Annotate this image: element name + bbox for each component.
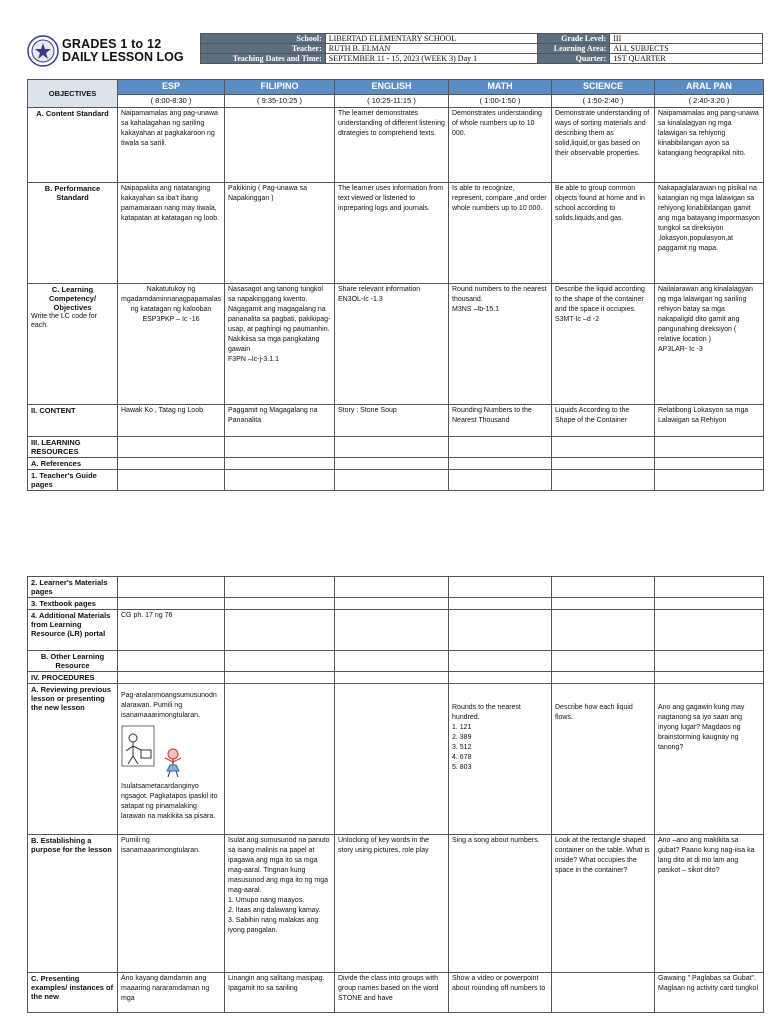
cell-text: Demonstrates understanding of whole numbers up to 10 000. [452, 110, 542, 137]
table-cell [552, 973, 655, 1013]
cell-text: CG ph. 17 ng 76 [121, 612, 173, 619]
table-cell [118, 610, 225, 651]
table-cell [225, 470, 335, 491]
table-cell [552, 598, 655, 610]
table-cell [655, 973, 764, 1013]
cell-text: Pag-aralanmoangsumusunodn alarawan. Pumili ng isanamaaarimongtularan. [121, 692, 217, 719]
table-cell [225, 183, 335, 284]
subject-header-science: SCIENCE [552, 80, 655, 95]
area-value: ALL SUBJECTS [610, 44, 763, 54]
cell-text: The learner demonstrates understanding of different listening dtrategies to comprehend texts. [338, 110, 445, 137]
cell-text: Relatibong Lokasyon sa mga Lalawigan sa Rehiyon [658, 407, 749, 424]
title-line1: GRADES 1 to 12 [62, 37, 162, 51]
cell-text: Look at the rectangle shaped container on the table. What is inside? What occupies the space in the container? [555, 837, 650, 874]
table-cell [335, 458, 449, 470]
title-line2: DAILY LESSON LOG [62, 50, 184, 64]
table-cell [118, 437, 225, 458]
cell-text: Naipapakita ang natatanging kakayahan sa iba't ibang pamamaraan nang may tiwala, katapatan at katatagan ng loob. [121, 185, 220, 222]
table-row [28, 835, 764, 973]
area-label: Learning Area: [538, 44, 610, 54]
table-cell [655, 598, 764, 610]
cell-text: Pakikinig ( Pag-unawa sa Napakinggan ) [228, 185, 307, 202]
table-cell [449, 651, 552, 672]
table-cell [118, 405, 225, 437]
table-cell [655, 108, 764, 183]
table-cell [335, 684, 449, 835]
cell-text: Describe the liquid according to the shape of the container and the space it occupies. S3MT-Ic –d -2 [555, 286, 645, 323]
time-slot: ( 8:00-8:30 ) [118, 95, 225, 108]
table-cell [552, 610, 655, 651]
table-cell [225, 405, 335, 437]
table-cell [225, 835, 335, 973]
table-row [28, 405, 764, 437]
table-row [28, 470, 764, 491]
school-label: School: [201, 34, 326, 44]
row-label [28, 284, 118, 405]
table-cell [449, 598, 552, 610]
row-label-text: B. Other Learning Resource [40, 652, 105, 670]
table-cell [118, 458, 225, 470]
table-cell [552, 835, 655, 973]
table-cell [655, 835, 764, 973]
quarter-label: Quarter: [538, 54, 610, 64]
table-cell [118, 973, 225, 1013]
table-cell [449, 405, 552, 437]
table-cell [449, 684, 552, 835]
deped-seal-icon [27, 35, 59, 67]
table-cell [335, 108, 449, 183]
table-cell [552, 470, 655, 491]
table-cell [225, 672, 335, 684]
row-label [28, 672, 118, 684]
dates-label: Teaching Dates and Time: [201, 54, 326, 64]
table-row [28, 108, 764, 183]
table-cell [449, 610, 552, 651]
table-cell [335, 598, 449, 610]
table-cell [655, 183, 764, 284]
row-label-text: III. LEARNING RESOURCES [31, 438, 81, 456]
quarter-value: 1ST QUARTER [610, 54, 763, 64]
page-title [62, 38, 202, 64]
row-label-text: 2. Learner's Materials pages [31, 578, 108, 596]
table-cell [118, 183, 225, 284]
cell-text: Ano –ano ang makikita sa gubat? Paano kung nag-iisa ka lang dito at di mo lam ang pasikot – sikot dito? [658, 837, 755, 874]
table-cell [118, 672, 225, 684]
table-cell [225, 577, 335, 598]
table-cell [335, 651, 449, 672]
row-label-text: C. Presenting examples/ instances of the new [31, 974, 114, 1001]
row-label [28, 108, 118, 183]
time-slot: ( 2:40-3:20 ) [655, 95, 764, 108]
cell-text: The learner uses information from text viewed or listened to inpreparing logs and journals. [338, 185, 444, 212]
time-slot: ( 1:50-2:40 ) [552, 95, 655, 108]
table-row [28, 973, 764, 1013]
row-label-text: 3. Textbook pages [31, 599, 96, 608]
table-row [28, 684, 764, 835]
table-row [28, 598, 764, 610]
row-label [28, 684, 118, 835]
table-cell [655, 470, 764, 491]
table-row [28, 183, 764, 284]
teacher-label: Teacher: [201, 44, 326, 54]
table-cell [552, 672, 655, 684]
table-cell [335, 470, 449, 491]
row-label [28, 651, 118, 672]
table-cell [552, 651, 655, 672]
dates-value: SEPTEMBER 11 - 15, 2023 (WEEK 3) Day 1 [325, 54, 538, 64]
table-cell [552, 577, 655, 598]
row-label-text: A. References [31, 459, 82, 468]
row-sublabel: Write the LC code for each. [31, 313, 98, 329]
cell-text: Liquids According to the Shape of the Container [555, 407, 630, 424]
school-value: LIBERTAD ELEMENTARY SCHOOL [325, 34, 538, 44]
row-label [28, 598, 118, 610]
subject-header-math: MATH [449, 80, 552, 95]
table-row [28, 284, 764, 405]
table-cell [118, 835, 225, 973]
time-row [28, 95, 764, 108]
table-cell [449, 284, 552, 405]
table-cell [655, 684, 764, 835]
teacher-value: RUTH B. ELMAN [325, 44, 538, 54]
cell-text: Naipamamalas ang pag-unawa sa kahalagahan ng sariling kakayahan at pagkakaroon ng tiwala sa sarili. [121, 110, 218, 147]
table-row [28, 437, 764, 458]
table-cell [449, 672, 552, 684]
table-cell [449, 577, 552, 598]
cell-text: Nakatutukoy ng mgadamdaminnanagpapamalas ng katatagan ng kalooban ESP3PKP – Ic -16 [121, 286, 222, 323]
table-cell [655, 672, 764, 684]
table-row [28, 610, 764, 651]
row-label-text: C. Learning Competency/ Objectives [48, 285, 97, 312]
table-cell [552, 684, 655, 835]
row-label [28, 610, 118, 651]
table-cell [225, 108, 335, 183]
table-cell [552, 183, 655, 284]
table-cell [449, 835, 552, 973]
table-cell [449, 108, 552, 183]
cell-text: Ano ang gagawin kung may nagtanong sa iyo saan ang inyong lugar? Magdaos ng brainstorming kaugnay ng tanong? [658, 704, 745, 751]
table-cell [655, 405, 764, 437]
cell-text: Round numbers to the nearest thousand. M3NS –Ib-15.1 [452, 286, 547, 313]
cell-text: Nakapaglalarawan ng pisikal na katangian ng mga lalawigan sa rehiyong kinabibilangan gamit ang mga batayang impormasyon tungkol sa direksiyon ,lokasyon,populasyon,at paggamit ng mapa. [658, 185, 760, 252]
table-cell [655, 284, 764, 405]
cell-text: Nasasagot ang tanong tungkol sa napakinggang kwento. Nagagamit ang magagalang na pananalita sa pagbati, pakikipag-usap, at paghingi ng paumanhin. Nakikiisa sa mga pangkatang gawain F3PN –Ic-j-3.1.1 [228, 286, 331, 363]
table-cell [225, 684, 335, 835]
row-label [28, 577, 118, 598]
illustration-children-icon [121, 724, 191, 779]
table-cell [552, 437, 655, 458]
table-cell [335, 405, 449, 437]
cell-text: Linangin ang salitang masipag. Ipagamit ito sa sariling [228, 975, 325, 992]
table-cell [552, 284, 655, 405]
table-cell [335, 610, 449, 651]
row-label-text: A. Content Standard [36, 109, 109, 118]
table-cell [335, 284, 449, 405]
row-label-text: B. Establishing a purpose for the lesson [31, 836, 112, 854]
table-cell [118, 108, 225, 183]
grade-value: III [610, 34, 763, 44]
row-label-text: IV. PROCEDURES [31, 673, 95, 682]
table-cell [118, 684, 225, 835]
cell-text: Show a video or powerpoint about rounding off numbers to [452, 975, 546, 992]
cell-text: Naipamamalas ang pang-unawa sa kinalalagyan ng mga lalawigan sa rehiyong kinabibilangan ayon sa katangiang heograpikal nito. [658, 110, 759, 157]
table-cell [655, 651, 764, 672]
cell-text: Rounds to the nearest hundred. 1. 121 2. 389 3. 512 4. 678 5. 803 [452, 704, 521, 771]
cell-text: Sing a song about numbers. [452, 837, 540, 844]
grade-label: Grade Level: [538, 34, 610, 44]
lesson-log-table-1 [27, 79, 764, 491]
table-row [28, 651, 764, 672]
table-cell [118, 577, 225, 598]
time-slot: ( 10:25-11:15 ) [335, 95, 449, 108]
table-cell [225, 610, 335, 651]
table-cell [655, 610, 764, 651]
cell-text: Paggamit ng Magagalang na Pananalita [228, 407, 318, 424]
row-label [28, 437, 118, 458]
table-cell [335, 437, 449, 458]
row-label-text: 1. Teacher's Guide pages [31, 471, 97, 489]
table-cell [335, 577, 449, 598]
table-row [28, 577, 764, 598]
row-label [28, 973, 118, 1013]
table-row [28, 458, 764, 470]
subject-header-english: ENGLISH [335, 80, 449, 95]
table-cell [118, 651, 225, 672]
cell-text: Isulat ang sumusunod na panuto sa isang malinis na papel at ipagawa ang mga ito sa mga mag-aaral. Tingnan kung masusunod ang mga ito ng mga mag-aaral. 1. Umupo nang maayos. 2. Itaas ang dalawang kamay. 3. Sabihin nang malakas ang iyong pangalan. [228, 837, 330, 934]
table-cell [118, 470, 225, 491]
row-label-text: 4. Additional Materials from Learning Resource (LR) portal [31, 611, 111, 638]
lesson-log-table-2 [27, 576, 764, 1013]
row-label [28, 835, 118, 973]
table-cell [449, 458, 552, 470]
table-cell [225, 973, 335, 1013]
table-cell [449, 973, 552, 1013]
row-label-text: II. CONTENT [31, 406, 76, 415]
cell-text: Unlocking of key words in the story using pictures, role play [338, 837, 430, 854]
row-label-text: A. Reviewing previous lesson or presenting the new lesson [31, 685, 112, 712]
esp-extra-text: Isulatsametacardanginyo ngsagot. Pagkatapos ipaskil ito satapat ng pinamalaking larawan na makikita sa pisara. [121, 783, 218, 820]
cell-text: Is able to recognize, represent, compare ,and order whole numbers up to 10 000. [452, 185, 547, 212]
row-label-text: B. Performance Standard [44, 184, 101, 202]
cell-text: Pumili ng isanamaaarimongtularan. [121, 837, 200, 854]
cell-text: Ano kayang damdamin ang maaaring nararamdaman ng mga [121, 975, 210, 1002]
table-cell [335, 973, 449, 1013]
table-cell [225, 598, 335, 610]
cell-text: Nailalarawan ang kinalalagyan ng mga lalawigan ng sariling rehiyon batay sa mga nakapaligid dito gamit ang pangunahing direksiyon ( relative location ) AP3LAR- Ic -3 [658, 286, 753, 353]
subject-header-filipino: FILIPINO [225, 80, 335, 95]
table-cell [225, 651, 335, 672]
row-label [28, 405, 118, 437]
subject-header-aral-pan: ARAL PAN [655, 80, 764, 95]
table-cell [449, 470, 552, 491]
table-cell [655, 577, 764, 598]
cell-text: Describe how each liquid flows. [555, 704, 633, 721]
cell-text: Divide the class into groups with group names based on the word STONE and have [338, 975, 439, 1002]
subject-header-esp: ESP [118, 80, 225, 95]
cell-text: Share relevant information EN3OL-Ic -1.3 [338, 286, 421, 303]
table-cell [655, 437, 764, 458]
cell-text: Story : Stone Soup [338, 407, 397, 414]
time-slot: ( 9:35-10:25 ) [225, 95, 335, 108]
subject-header-row [28, 80, 764, 95]
table-cell [335, 835, 449, 973]
table-cell [225, 437, 335, 458]
table-cell [225, 284, 335, 405]
table-cell [335, 183, 449, 284]
table-cell [552, 405, 655, 437]
cell-text: Demonstrate understanding of ways of sorting materials and describing them as solid,liquid,or gas based on their observable properties. [555, 110, 650, 157]
table-cell [449, 437, 552, 458]
table-cell [655, 458, 764, 470]
cell-text: Hawak Ko , Tatag ng Loob [121, 407, 203, 414]
cell-text: Rounding Numbers to the Nearest Thousand [452, 407, 532, 424]
table-row [28, 672, 764, 684]
table-cell [335, 672, 449, 684]
cell-text: Be able to group common objects found at home and in school according to solids,liquids,and gas. [555, 185, 645, 222]
table-cell [225, 458, 335, 470]
time-slot: ( 1:00-1:50 ) [449, 95, 552, 108]
table-cell [449, 183, 552, 284]
table-cell [118, 284, 225, 405]
table-cell [552, 108, 655, 183]
header-info-table [200, 33, 763, 64]
table-cell [118, 598, 225, 610]
objectives-header: OBJECTIVES [28, 80, 118, 108]
row-label [28, 183, 118, 284]
row-label [28, 470, 118, 491]
row-label [28, 458, 118, 470]
table-cell [552, 458, 655, 470]
cell-text: Gawaing " Paglabas sa Gubat". Maglaan ng activity card tungkol [658, 975, 758, 992]
